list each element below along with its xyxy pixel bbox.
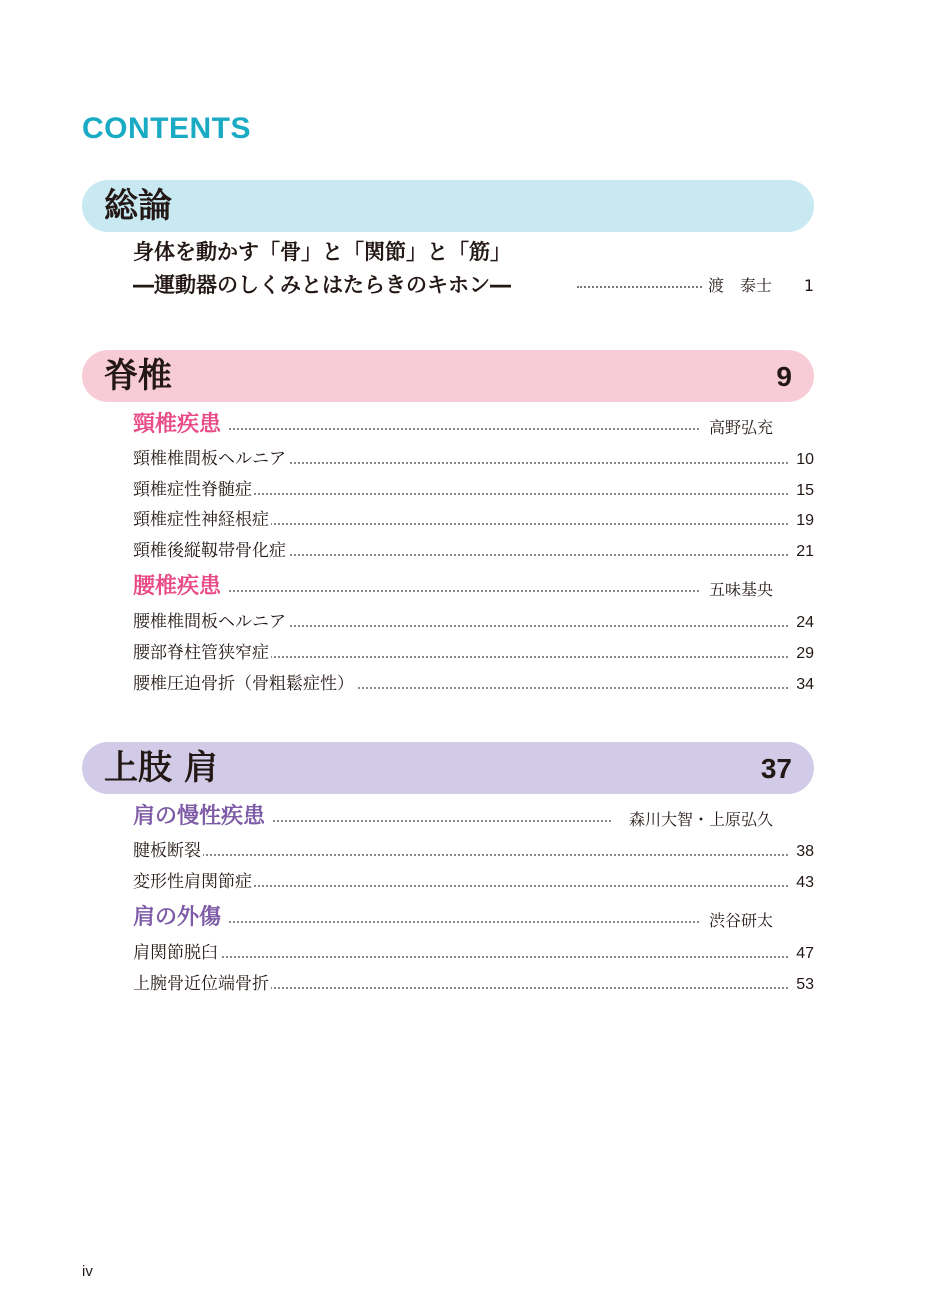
- subheading-title: 肩の慢性疾患: [133, 802, 267, 832]
- page-number: 53: [794, 973, 814, 997]
- section-page-shoulder: 37: [760, 753, 792, 784]
- page-number: 34: [794, 673, 814, 697]
- page-number: 21: [794, 540, 814, 564]
- toc-entry[interactable]: [133, 446, 814, 474]
- toc-entry[interactable]: [133, 538, 814, 566]
- toc-entry[interactable]: [133, 971, 814, 999]
- toc-entry-general-intro[interactable]: [133, 269, 814, 302]
- author-name: 五味基央: [709, 578, 773, 602]
- toc-entry[interactable]: [133, 671, 814, 699]
- toc-entry[interactable]: [133, 507, 814, 535]
- subheading-lumbar[interactable]: [133, 572, 773, 604]
- page-number: 24: [794, 611, 814, 635]
- section-bar-general: [82, 180, 814, 232]
- entry-title: 腰椎圧迫骨折（骨粗鬆症性）: [133, 671, 356, 697]
- entry-title: 腰部脊柱管狭窄症: [133, 640, 271, 666]
- intro-line-2: ―運動器のしくみとはたらきのキホン―: [133, 269, 511, 302]
- author-name: 高野弘充: [709, 416, 773, 440]
- toc-entry[interactable]: [133, 640, 814, 668]
- section-bar-shoulder[interactable]: [82, 742, 814, 794]
- toc-entry[interactable]: [133, 838, 814, 866]
- page-number: 38: [794, 840, 814, 864]
- subheading-title: 頸椎疾患: [133, 410, 223, 440]
- subheading-title: 肩の外傷: [133, 903, 223, 933]
- page-number: 15: [794, 479, 814, 503]
- leader-dots: [153, 854, 788, 856]
- author-name: 渋谷研太: [709, 909, 773, 933]
- page-number: 47: [794, 942, 814, 966]
- toc-entry[interactable]: [133, 609, 814, 637]
- subheading-title: 腰椎疾患: [133, 572, 223, 602]
- entry-title: 頸椎症性神経根症: [133, 507, 271, 533]
- subheading-cervical[interactable]: [133, 410, 773, 442]
- leader-dots: [153, 956, 788, 958]
- contents-title: CONTENTS: [82, 112, 251, 145]
- leader-dots: [229, 590, 699, 592]
- subheading-chronic[interactable]: [133, 802, 773, 834]
- toc-entry[interactable]: [133, 869, 814, 897]
- page-number: 1: [803, 276, 814, 295]
- leader-dots: [229, 921, 699, 923]
- section-bar-spine[interactable]: [82, 350, 814, 402]
- toc-entry[interactable]: [133, 940, 814, 968]
- page-number: 10: [794, 448, 814, 472]
- page-number: 29: [794, 642, 814, 666]
- section-page-spine: 9: [776, 361, 792, 392]
- leader-dots: [229, 428, 699, 430]
- entry-title: 肩関節脱臼: [133, 940, 220, 966]
- entry-title: 変形性肩関節症: [133, 869, 254, 895]
- subheading-trauma[interactable]: [133, 903, 773, 935]
- entry-title: 頸椎後縦靱帯骨化症: [133, 538, 288, 564]
- intro-line-1[interactable]: 身体を動かす「骨」と「関節」と「筋」: [133, 240, 511, 264]
- entry-title: 腰椎椎間板ヘルニア: [133, 609, 288, 635]
- author-name: 森川大智・上原弘久: [629, 808, 773, 832]
- entry-title: 上腕骨近位端骨折: [133, 971, 271, 997]
- section-title-shoulder: 上肢 肩: [104, 748, 218, 788]
- page-number: 19: [794, 509, 814, 533]
- leader-dots: [577, 286, 702, 288]
- section-title-general: 総論: [104, 186, 172, 226]
- author-name: 渡 泰士: [707, 276, 772, 295]
- toc-entry[interactable]: [133, 477, 814, 505]
- leader-dots: [273, 820, 611, 822]
- page-number: 43: [794, 871, 814, 895]
- entry-title: 腱板断裂: [133, 838, 203, 864]
- entry-title: 頸椎椎間板ヘルニア: [133, 446, 288, 472]
- section-title-spine: 脊椎: [104, 356, 172, 396]
- page-folio: iv: [82, 1263, 93, 1280]
- entry-title: 頸椎症性脊髄症: [133, 477, 254, 503]
